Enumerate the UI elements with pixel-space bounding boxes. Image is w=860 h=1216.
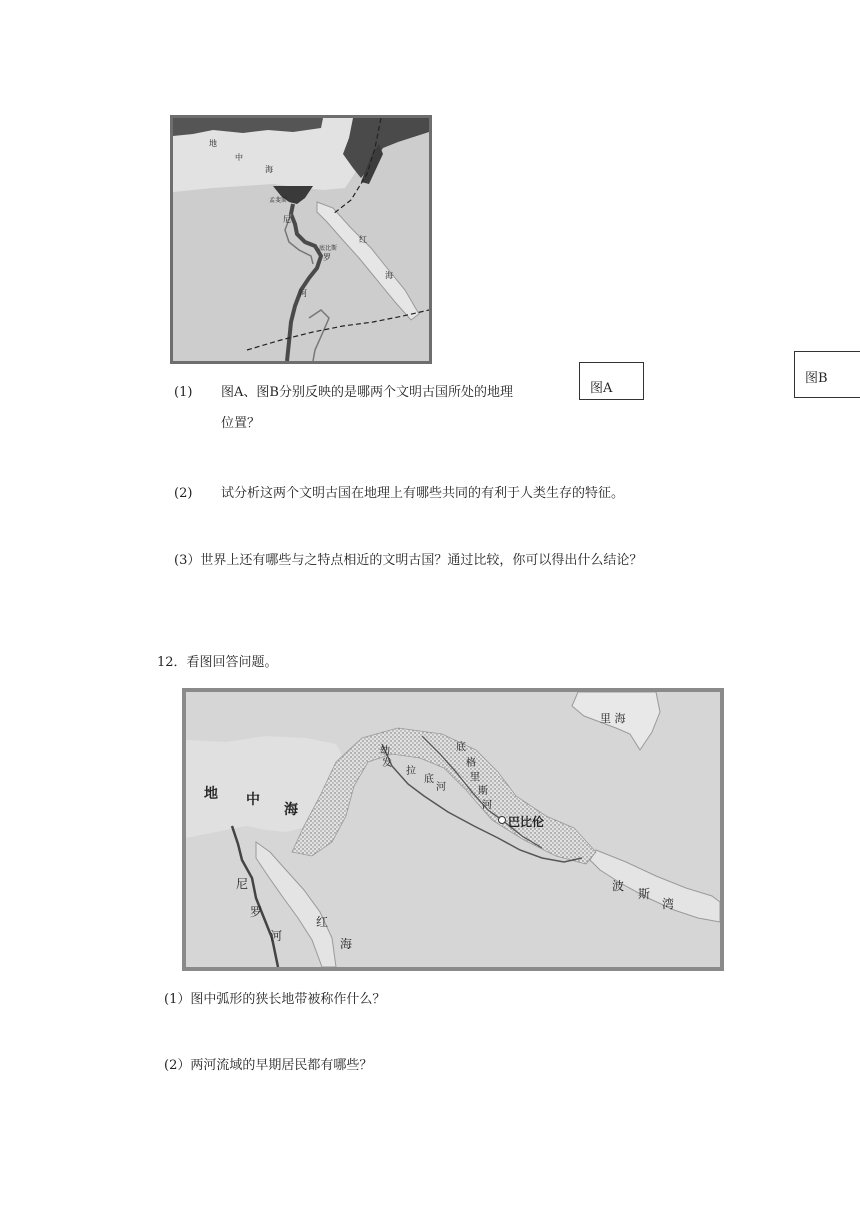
map-12-euphrates-char: 河 bbox=[436, 782, 446, 793]
figure-b-caption: 图B bbox=[805, 371, 828, 386]
map-12-caspian-label: 里 海 bbox=[600, 712, 626, 725]
map-12-gulf-char: 斯 bbox=[638, 887, 651, 901]
question-2-text: 试分析这两个文明古国在地理上有哪些共同的有利于人类生存的特征。 bbox=[221, 486, 625, 501]
question-1-text-line2: 位置？ bbox=[221, 416, 261, 431]
map-12-euphrates-char: 拉 bbox=[406, 766, 416, 777]
figure-a-caption: 图A bbox=[590, 381, 613, 396]
question-12-title: 12．看图回答问题。 bbox=[157, 655, 278, 670]
map-12-tigris-char: 斯 bbox=[478, 786, 488, 797]
map-12-med-char: 海 bbox=[284, 802, 298, 818]
map-a-thebes-label: 底比斯 bbox=[319, 245, 338, 252]
map-12-nile-char: 罗 bbox=[250, 905, 263, 919]
figure-b-caption-box bbox=[794, 351, 860, 398]
mesopotamia-map-graphic bbox=[186, 692, 720, 967]
map-a-nile-char: 罗 bbox=[323, 253, 331, 262]
egypt-map-graphic bbox=[173, 118, 429, 361]
question-1-number: (1) bbox=[174, 385, 193, 400]
map-12-med-char: 地 bbox=[204, 786, 218, 802]
map-12-redsea-char: 海 bbox=[340, 937, 353, 951]
map-12-gulf-char: 波 bbox=[612, 879, 625, 893]
figure-a-caption-box bbox=[579, 362, 644, 400]
map-12-nile-char: 河 bbox=[270, 929, 283, 943]
map-a-nile-char: 河 bbox=[299, 289, 307, 298]
map-a-sea-char: 海 bbox=[265, 165, 273, 174]
question-2-number: (2) bbox=[174, 486, 193, 501]
question-12-sub2: (2）两河流域的早期居民都有哪些？ bbox=[164, 1058, 373, 1073]
map-12-redsea-char: 红 bbox=[316, 915, 329, 929]
map-12-babylon-label: 巴比伦 bbox=[508, 815, 545, 829]
map-12-tigris-char: 里 bbox=[470, 772, 480, 783]
map-12-med-char: 中 bbox=[246, 792, 260, 808]
map-12-tigris-char: 底 bbox=[456, 742, 466, 753]
map-12-euphrates-char: 幼 bbox=[380, 746, 390, 757]
map-12-gulf-char: 湾 bbox=[662, 897, 675, 911]
question-3-text: (3）世界上还有哪些与之特点相近的文明古国？通过比较，你可以得出什么结论？ bbox=[174, 553, 643, 568]
map-12-nile-char: 尼 bbox=[236, 877, 249, 891]
map-12-euphrates-char: 发 bbox=[382, 758, 392, 769]
map-a-memphis-label: 孟斐斯 bbox=[269, 197, 288, 204]
question-1-text-line1: 图A、图B分别反映的是哪两个文明古国所处的地理 bbox=[221, 385, 513, 400]
map-figure-a bbox=[170, 115, 432, 364]
map-12-tigris-char: 河 bbox=[482, 800, 492, 811]
map-a-redsea-char: 红 bbox=[359, 235, 367, 244]
map-figure-12 bbox=[182, 688, 724, 971]
map-12-tigris-char: 格 bbox=[466, 758, 476, 769]
map-a-nile-char: 尼 bbox=[283, 215, 291, 224]
map-a-sea-char: 中 bbox=[235, 153, 243, 162]
map-a-sea-char: 地 bbox=[209, 139, 217, 148]
map-a-redsea-char: 海 bbox=[385, 271, 393, 280]
question-12-sub1: (1）图中弧形的狭长地带被称作什么？ bbox=[164, 992, 386, 1007]
map-12-euphrates-char: 底 bbox=[424, 774, 434, 785]
